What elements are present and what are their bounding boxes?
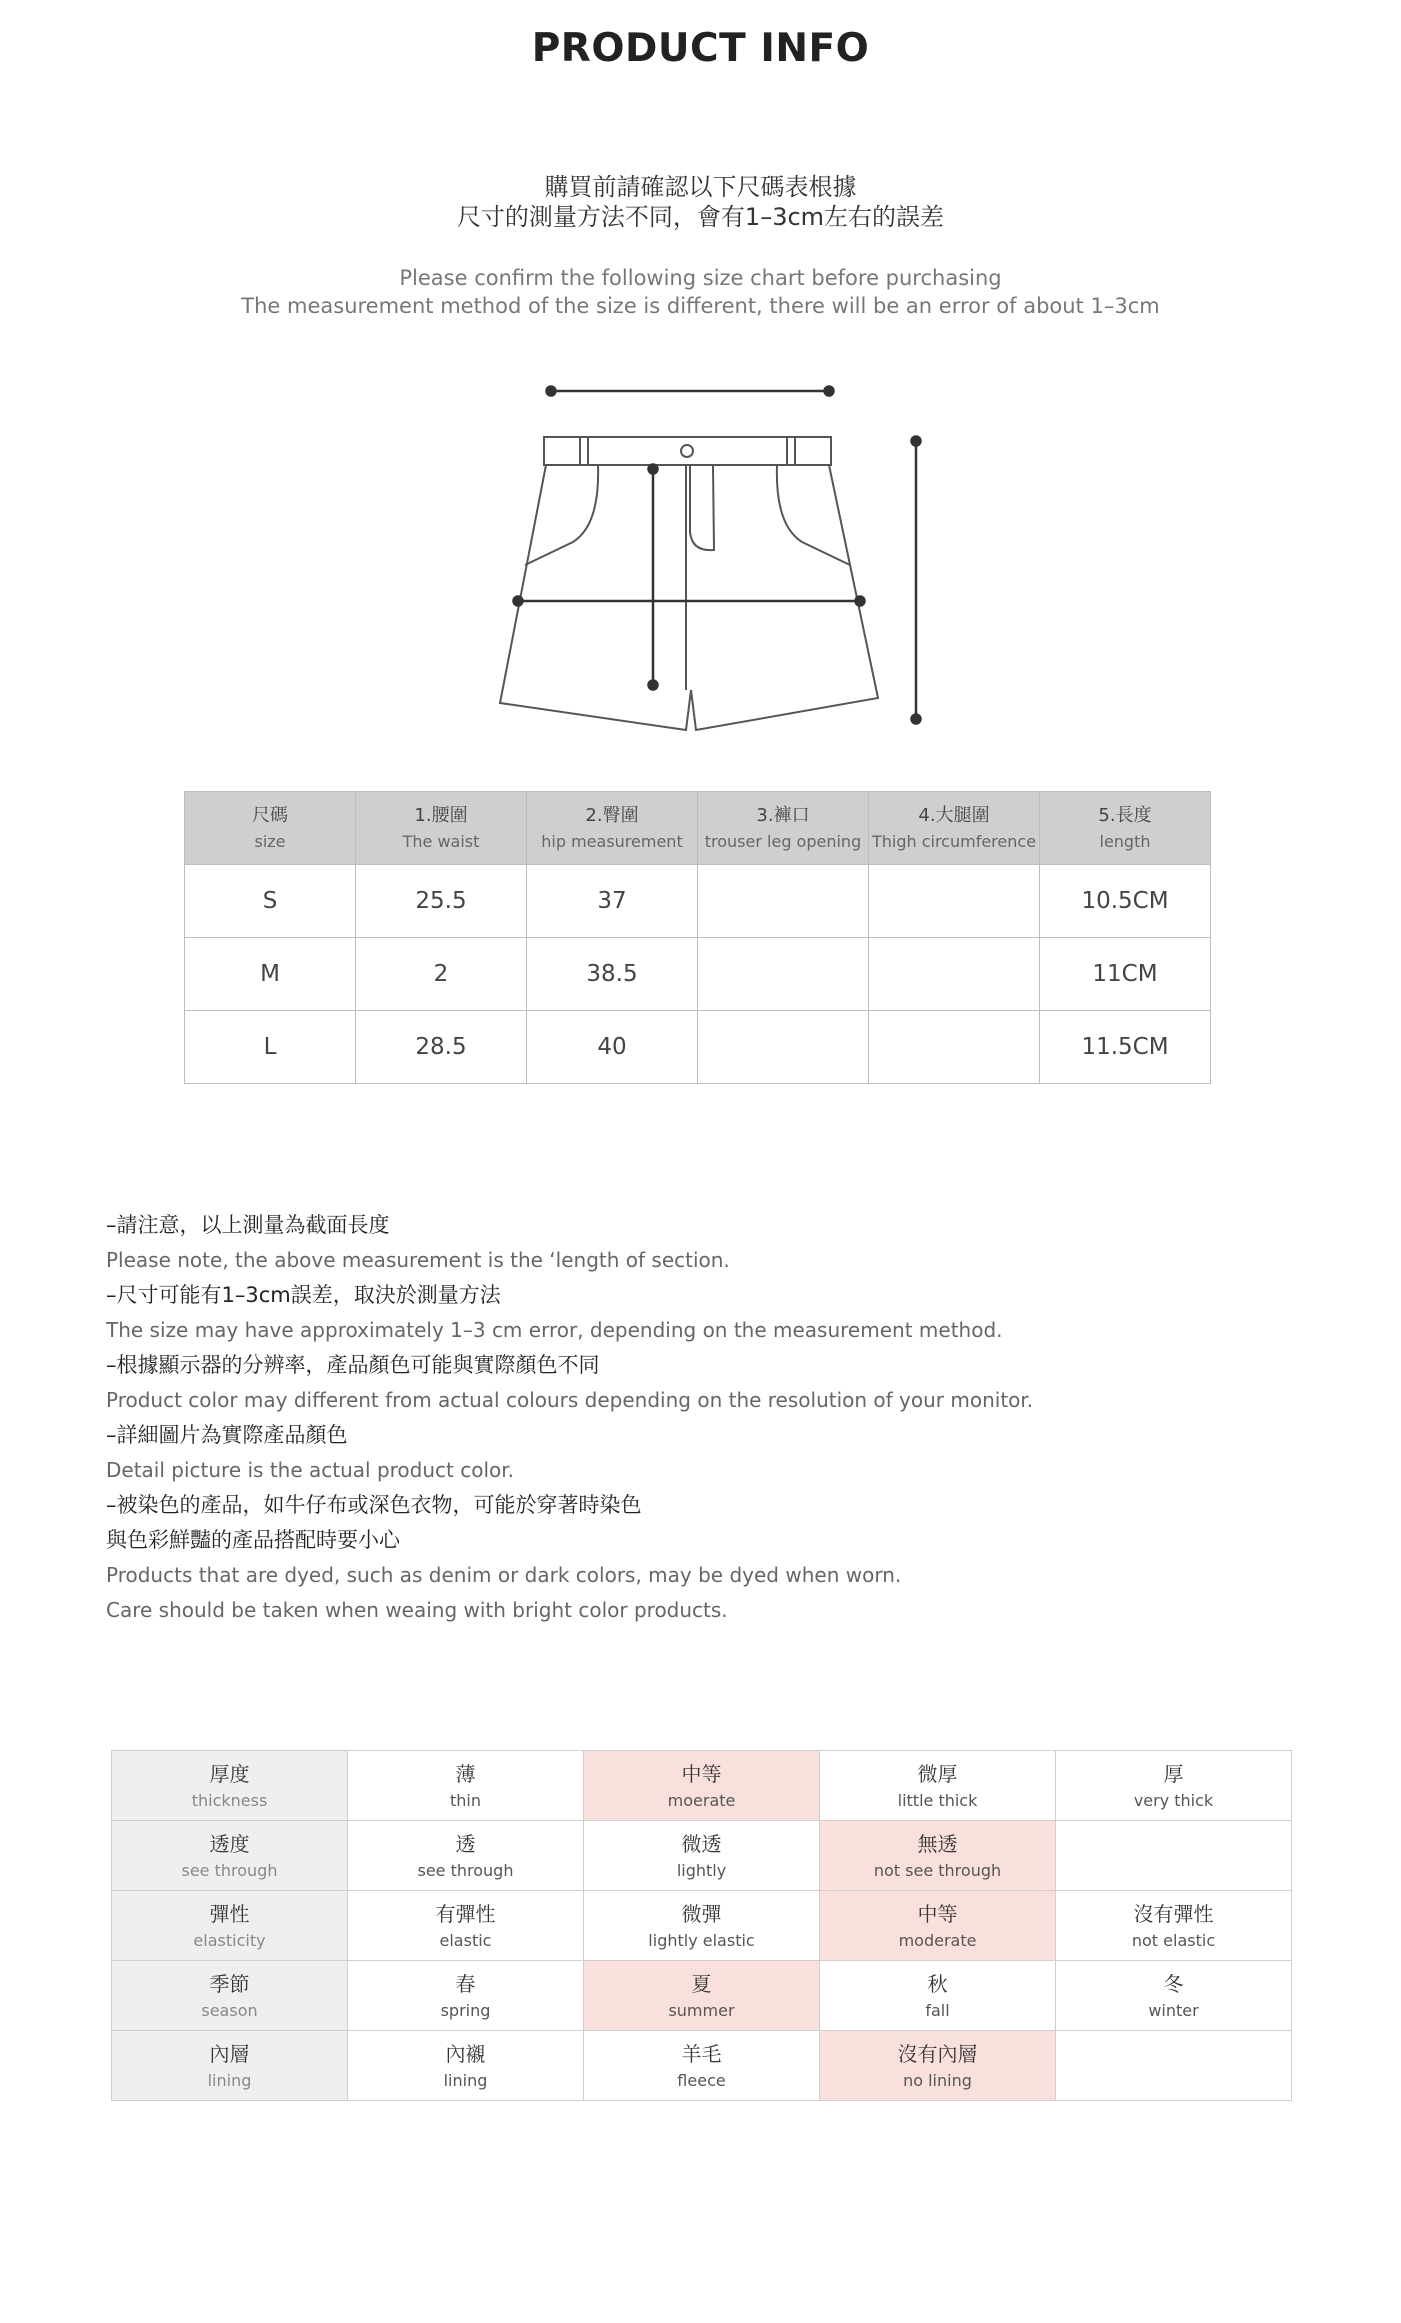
fabric-option-selected: 中等 moderate [820, 1891, 1056, 1961]
cell-hip: 40 [527, 1011, 698, 1084]
cell-size: S [185, 865, 356, 938]
cell-waist: 28.5 [356, 1011, 527, 1084]
note-line: Products that are dyed, such as denim or dark colors, may be dyed when worn. [106, 1563, 902, 1587]
cell-waist: 2 [356, 938, 527, 1011]
note-line: Detail picture is the actual product color. [106, 1458, 514, 1482]
cell-thigh [869, 865, 1040, 938]
cell-size: M [185, 938, 356, 1011]
fabric-row-label: 內層 lining [112, 2031, 348, 2101]
fabric-row-elasticity [112, 1891, 1292, 1961]
fabric-row-label: 厚度 thickness [112, 1751, 348, 1821]
note-line: Please note, the above measurement is the ‘length of section. [106, 1248, 730, 1272]
header-thigh: 4.大腿圍 Thigh circumference [869, 792, 1040, 865]
fabric-option: 羊毛 fleece [584, 2031, 820, 2101]
fabric-option [1056, 1821, 1292, 1891]
fabric-option [1056, 2031, 1292, 2101]
table-row [185, 1011, 1211, 1084]
note-line: Care should be taken when weaing with bright color products. [106, 1598, 728, 1622]
note-line: –請注意，以上測量為截面長度 [106, 1213, 390, 1237]
shorts-measurement-diagram [0, 0, 1401, 760]
note-line: –詳細圖片為實際產品顏色 [106, 1423, 348, 1447]
cell-leg-opening [698, 938, 869, 1011]
note-line: –根據顯示器的分辨率，產品顏色可能與實際顏色不同 [106, 1353, 600, 1377]
fabric-option-selected: 無透 not see through [820, 1821, 1056, 1891]
cell-hip: 38.5 [527, 938, 698, 1011]
header-length: 5.長度 length [1040, 792, 1211, 865]
fabric-option: 有彈性 elastic [348, 1891, 584, 1961]
note-line: The size may have approximately 1–3 cm error, depending on the measurement method. [106, 1318, 1003, 1342]
cell-thigh [869, 1011, 1040, 1084]
fabric-option: 冬 winter [1056, 1961, 1292, 2031]
fabric-option: 秋 fall [820, 1961, 1056, 2031]
header-size: 尺碼 size [185, 792, 356, 865]
note-line: –被染色的產品，如牛仔布或深色衣物，可能於穿著時染色 [106, 1493, 642, 1517]
cell-length: 10.5CM [1040, 865, 1211, 938]
note-line: Product color may different from actual colours depending on the resolution of your monitor. [106, 1388, 1034, 1412]
fabric-row-label: 彈性 elasticity [112, 1891, 348, 1961]
notice-en-line-1: Please confirm the following size chart before purchasing [399, 266, 1002, 290]
cell-leg-opening [698, 1011, 869, 1084]
fabric-row-thickness [112, 1751, 1292, 1821]
header-waist: 1.腰圍 The waist [356, 792, 527, 865]
fabric-row-lining [112, 2031, 1292, 2101]
fabric-option: 微透 lightly [584, 1821, 820, 1891]
fabric-option: 春 spring [348, 1961, 584, 2031]
fabric-row-label: 季節 season [112, 1961, 348, 2031]
cell-thigh [869, 938, 1040, 1011]
fabric-option: 厚 very thick [1056, 1751, 1292, 1821]
cell-size: L [185, 1011, 356, 1084]
cell-length: 11.5CM [1040, 1011, 1211, 1084]
fabric-option: 沒有彈性 not elastic [1056, 1891, 1292, 1961]
fabric-option-selected: 夏 summer [584, 1961, 820, 2031]
button-icon [681, 445, 693, 457]
notice-cn-line-1: 購買前請確認以下尺碼表根據 [544, 173, 857, 201]
fabric-option-selected: 中等 moerate [584, 1751, 820, 1821]
header-leg-opening: 3.褲口 trouser leg opening [698, 792, 869, 865]
cell-waist: 25.5 [356, 865, 527, 938]
note-line: –尺寸可能有1–3cm誤差，取決於測量方法 [106, 1283, 501, 1307]
table-row [185, 938, 1211, 1011]
table-row [185, 865, 1211, 938]
fabric-option: 微厚 little thick [820, 1751, 1056, 1821]
fabric-row-transparency [112, 1821, 1292, 1891]
notice-en-line-2: The measurement method of the size is different, there will be an error of about 1–3cm [241, 294, 1160, 318]
note-line: 與色彩鮮豔的產品搭配時要小心 [106, 1528, 400, 1552]
size-table-header-row [185, 792, 1211, 865]
page-title: PRODUCT INFO [531, 26, 870, 71]
fabric-option: 薄 thin [348, 1751, 584, 1821]
fabric-row-season [112, 1961, 1292, 2031]
fabric-option: 透 see through [348, 1821, 584, 1891]
size-chart-table [184, 791, 1211, 1084]
fabric-option-selected: 沒有內層 no lining [820, 2031, 1056, 2101]
fabric-row-label: 透度 see through [112, 1821, 348, 1891]
cell-hip: 37 [527, 865, 698, 938]
notice-cn-line-2: 尺寸的測量方法不同，會有1–3cm左右的誤差 [456, 203, 945, 231]
cell-leg-opening [698, 865, 869, 938]
fabric-properties-table [111, 1750, 1292, 2101]
cell-length: 11CM [1040, 938, 1211, 1011]
care-notes [106, 1208, 1306, 1628]
fabric-option: 微彈 lightly elastic [584, 1891, 820, 1961]
fabric-option: 內襯 lining [348, 2031, 584, 2101]
header-hip: 2.臀圍 hip measurement [527, 792, 698, 865]
